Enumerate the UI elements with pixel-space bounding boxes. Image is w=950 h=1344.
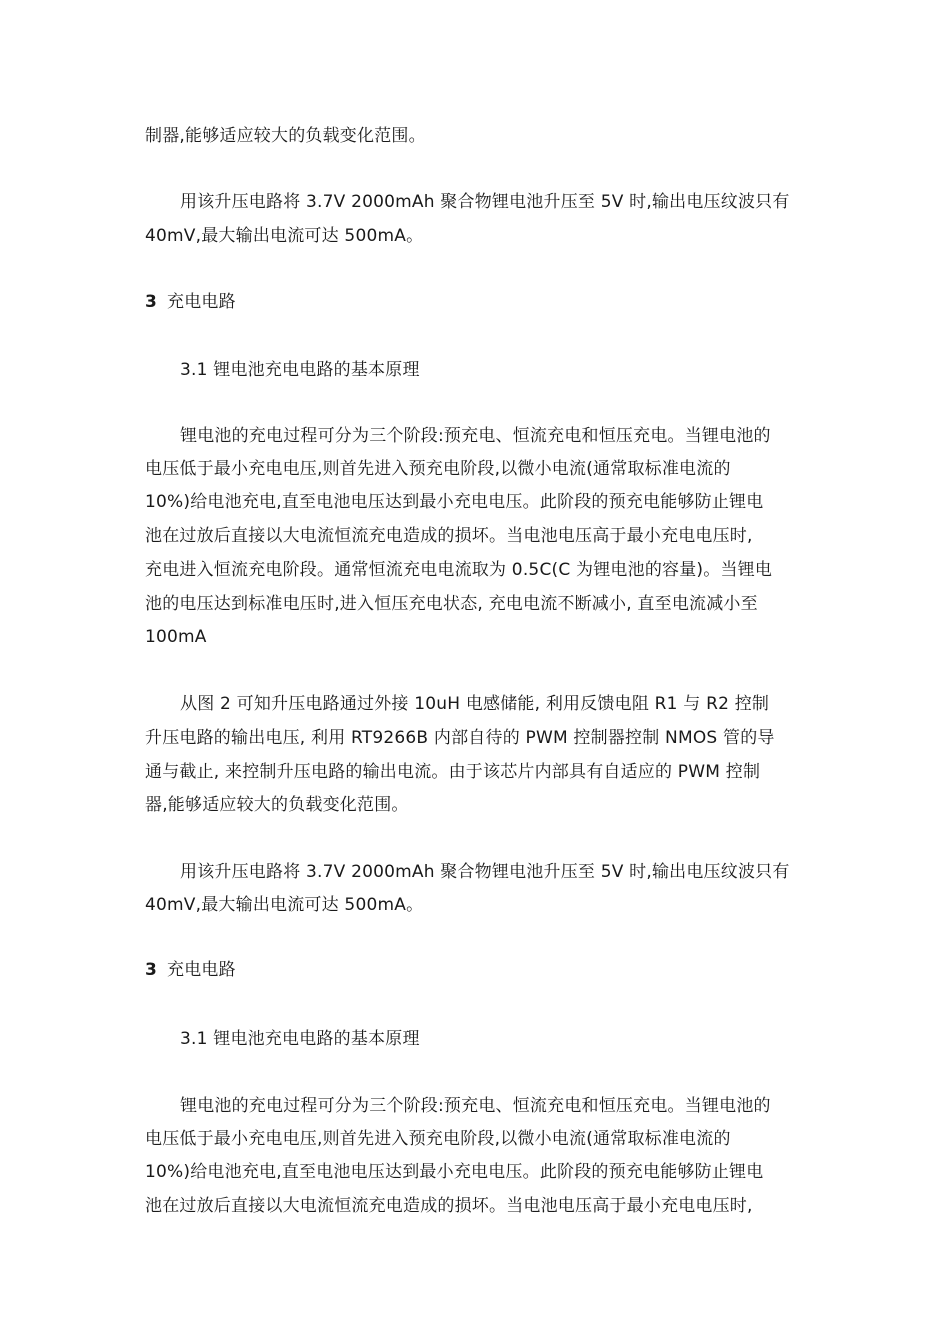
paragraph-line: 用该升压电路将 3.7V 2000mAh 聚合物锂电池升压至 5V 时,输出电压纹波只有 — [180, 862, 790, 882]
paragraph-line: 10%)给电池充电,直至电池电压达到最小充电电压。此阶段的预充电能够防止锂电 — [145, 1162, 764, 1182]
paragraph-line: 升压电路的输出电压, 利用 RT9266B 内部自待的 PWM 控制器控制 NMOS 管的导 — [145, 728, 775, 748]
subsection-heading: 3.1 锂电池充电电路的基本原理 — [180, 1029, 420, 1049]
paragraph-line: 通与截止, 来控制升压电路的输出电流。由于该芯片内部具有自适应的 PWM 控制 — [145, 762, 761, 782]
subsection-heading: 3.1 锂电池充电电路的基本原理 — [180, 360, 420, 380]
paragraph-line: 池在过放后直接以大电流恒流充电造成的损坏。当电池电压高于最小充电电压时, — [145, 526, 753, 546]
section-heading — [145, 290, 815, 314]
paragraph-line: 锂电池的充电过程可分为三个阶段:预充电、恒流充电和恒压充电。当锂电池的 — [180, 1096, 771, 1116]
paragraph-line: 40mV,最大输出电流可达 500mA。 — [145, 226, 424, 246]
paragraph-line: 池的电压达到标准电压时,进入恒压充电状态, 充电电流不断减小, 直至电流减小至 — [145, 594, 758, 614]
paragraph-line: 10%)给电池充电,直至电池电压达到最小充电电压。此阶段的预充电能够防止锂电 — [145, 492, 764, 512]
paragraph-line: 器,能够适应较大的负载变化范围。 — [145, 795, 409, 815]
paragraph-line: 池在过放后直接以大电流恒流充电造成的损坏。当电池电压高于最小充电电压时, — [145, 1196, 753, 1216]
paragraph-line: 100mA — [145, 627, 207, 647]
section-title: 充电电路 — [167, 292, 236, 312]
section-title: 充电电路 — [167, 960, 236, 980]
paragraph-line: 40mV,最大输出电流可达 500mA。 — [145, 895, 424, 915]
paragraph-line: 从图 2 可知升压电路通过外接 10uH 电感储能, 利用反馈电阻 R1 与 R2 控制 — [180, 694, 770, 714]
paragraph-line: 充电进入恒流充电阶段。通常恒流充电电流取为 0.5C(C 为锂电池的容量)。当锂电 — [145, 560, 773, 580]
paragraph-line: 电压低于最小充电电压,则首先进入预充电阶段,以微小电流(通常取标准电流的 — [145, 1129, 731, 1149]
section-number: 3 — [145, 960, 158, 980]
paragraph-line: 用该升压电路将 3.7V 2000mAh 聚合物锂电池升压至 5V 时,输出电压纹波只有 — [180, 192, 790, 212]
section-heading — [145, 958, 815, 982]
paragraph-line: 电压低于最小充电电压,则首先进入预充电阶段,以微小电流(通常取标准电流的 — [145, 459, 731, 479]
paragraph-line: 锂电池的充电过程可分为三个阶段:预充电、恒流充电和恒压充电。当锂电池的 — [180, 426, 771, 446]
paragraph-line: 制器,能够适应较大的负载变化范围。 — [145, 126, 426, 146]
section-number: 3 — [145, 292, 158, 312]
